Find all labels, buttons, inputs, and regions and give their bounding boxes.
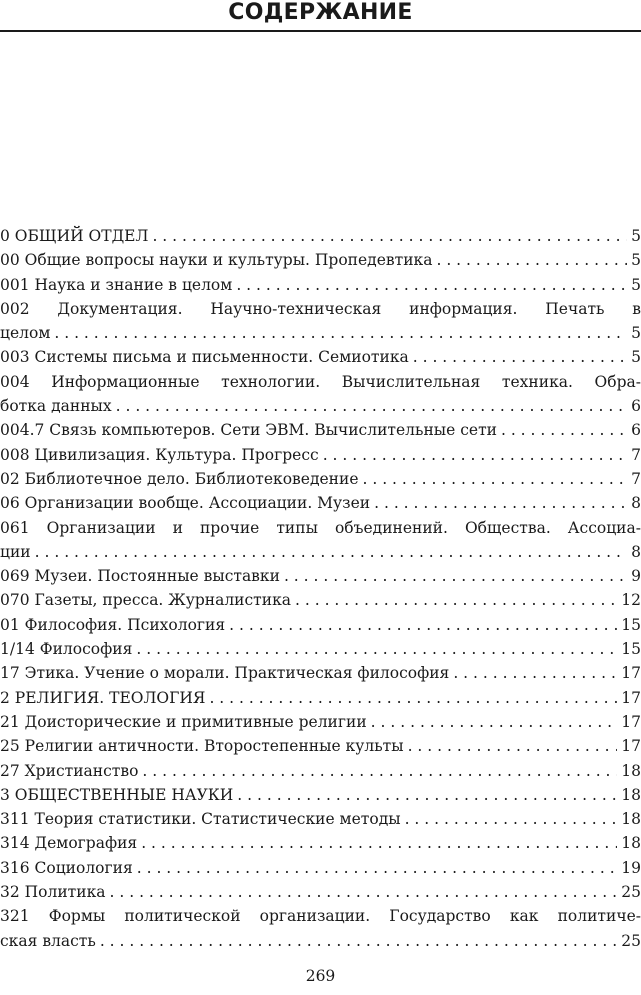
toc-entry [0,321,641,345]
toc-entry [0,224,641,248]
toc-entry-page: 18 [621,761,641,780]
dot-leader [229,613,617,637]
toc-entry [0,248,641,272]
toc-entry-page: 17 [621,688,641,707]
toc-entry-page: 8 [631,542,641,561]
toc-entry-title: 001 Наука и знание в целом [0,275,233,294]
toc-entry [0,540,641,564]
toc-entry-page: 25 [621,883,641,902]
dot-leader [436,248,627,272]
toc-entry [0,418,641,442]
toc-entry [0,564,641,588]
toc-entry-title: 02 Библиотечное дело. Библиотековедение [0,469,359,488]
toc-entry-title: 06 Организации вообще. Ассоциации. Музеи [0,494,371,513]
toc-entry [0,831,641,855]
dot-leader [54,321,627,345]
dot-leader [284,564,627,588]
dot-leader [323,443,627,467]
toc-entry-page: 12 [621,591,641,610]
toc-entry-title: 004 Информационные технологии. Вычислительная техника. Обра- [0,372,641,391]
toc-entry-page: 6 [631,397,641,416]
header-rule [0,30,641,32]
toc-entry-title: 0 ОБЩИЙ ОТДЕЛ [0,227,149,245]
toc-entry-title: 17 Этика. Учение о морали. Практическая философия [0,664,450,683]
toc-entry-page: 17 [621,712,641,731]
toc-entry-page: 18 [621,785,641,804]
toc-entry-title: 311 Теория статистики. Статистические методы [0,810,401,829]
toc-entry-title: 1/14 Философия [0,640,133,659]
toc-entry [0,904,641,928]
toc-entry [0,394,641,418]
toc-entry-page: 17 [621,664,641,683]
toc-entry [0,929,641,953]
toc-entry-page: 18 [621,810,641,829]
dot-leader [116,394,627,418]
toc-entry-title: 070 Газеты, пресса. Журналистика [0,591,292,610]
toc-entry-title: 316 Социология [0,858,133,877]
toc-entry-page: 17 [621,737,641,756]
dot-leader [100,929,617,953]
toc-entry [0,273,641,297]
toc-entry [0,686,641,710]
toc-entry-title: 321 Формы политической организации. Государство как политиче- [0,907,641,926]
toc-entry-page: 15 [621,615,641,634]
toc-entry-title: 27 Христианство [0,761,139,780]
toc-entry-title: 01 Философия. Психология [0,615,226,634]
dot-leader [142,759,617,783]
toc-entry-page: 5 [631,324,641,343]
toc-entry [0,807,641,831]
toc-entry-title: 21 Доисторические и примитивные религии [0,712,367,731]
toc-entry [0,491,641,515]
toc-entry-page: 25 [621,931,641,950]
toc-entry [0,880,641,904]
dot-leader [236,273,627,297]
dot-leader [453,661,617,685]
dot-leader [237,783,617,807]
dot-leader [371,710,618,734]
toc-entry [0,516,641,540]
toc-entry [0,759,641,783]
toc-entry-title: 002 Документация. Научно-техническая информация. Печать в [0,299,641,318]
dot-leader [363,467,628,491]
toc-entry-title: 25 Религии античности. Второстепенные культы [0,737,404,756]
toc-entry-title: 2 РЕЛИГИЯ. ТЕОЛОГИЯ [0,688,206,707]
toc-entry-title: 061 Организации и прочие типы объединений. Общества. Ассоциа- [0,518,641,537]
toc-entry-page: 6 [631,421,641,440]
toc-entry-page: 9 [631,567,641,586]
dot-leader [405,807,618,831]
page-header [0,0,641,32]
dot-leader [136,637,617,661]
toc-entry-page: 5 [631,251,641,270]
toc-entry-title: ская власть [0,931,96,950]
dot-leader [152,224,627,248]
dot-leader [501,418,627,442]
toc-entry-title: целом [0,324,51,343]
toc-entry-page: 15 [621,640,641,659]
toc-entry-page: 8 [631,494,641,513]
dot-leader [35,540,627,564]
toc-entry [0,710,641,734]
toc-entry [0,856,641,880]
toc-entry-title: 003 Системы письма и письменности. Семиотика [0,348,409,367]
toc-entry-title: 314 Демография [0,834,138,853]
toc-entry [0,370,641,394]
toc-entry-title: 008 Цивилизация. Культура. Прогресс [0,445,319,464]
toc-entry-title: 3 ОБЩЕСТВЕННЫЕ НАУКИ [0,785,234,804]
dot-leader [413,345,627,369]
dot-leader [374,491,627,515]
toc-entry-title: 069 Музеи. Постоянные выставки [0,567,280,586]
toc-entry [0,661,641,685]
page-title: СОДЕРЖАНИЕ [228,0,413,25]
toc-entry [0,734,641,758]
toc-entry [0,345,641,369]
toc-entry [0,467,641,491]
dot-leader [110,880,618,904]
toc-entry-title: 004.7 Связь компьютеров. Сети ЭВМ. Вычислительные сети [0,421,497,440]
toc-entry [0,637,641,661]
toc-entry [0,613,641,637]
toc-entry-page: 5 [631,227,641,245]
toc-entry-title: ции [0,542,31,561]
toc-entry-page: 18 [621,834,641,853]
toc-entry-title: ботка данных [0,397,112,416]
dot-leader [141,831,617,855]
toc-entry [0,588,641,612]
table-of-contents [0,224,641,953]
toc-entry [0,297,641,321]
toc-entry-page: 5 [631,275,641,294]
dot-leader [295,588,617,612]
toc-entry-page: 5 [631,348,641,367]
toc-entry-page: 19 [621,858,641,877]
dot-leader [209,686,617,710]
toc-entry-title: 32 Политика [0,883,106,902]
toc-entry [0,783,641,807]
toc-entry-page: 7 [631,469,641,488]
dot-leader [408,734,618,758]
dot-leader [137,856,618,880]
toc-entry [0,443,641,467]
page-number: 269 [305,967,336,985]
toc-entry-page: 7 [631,445,641,464]
toc-entry-title: 00 Общие вопросы науки и культуры. Пропедевтика [0,251,433,270]
